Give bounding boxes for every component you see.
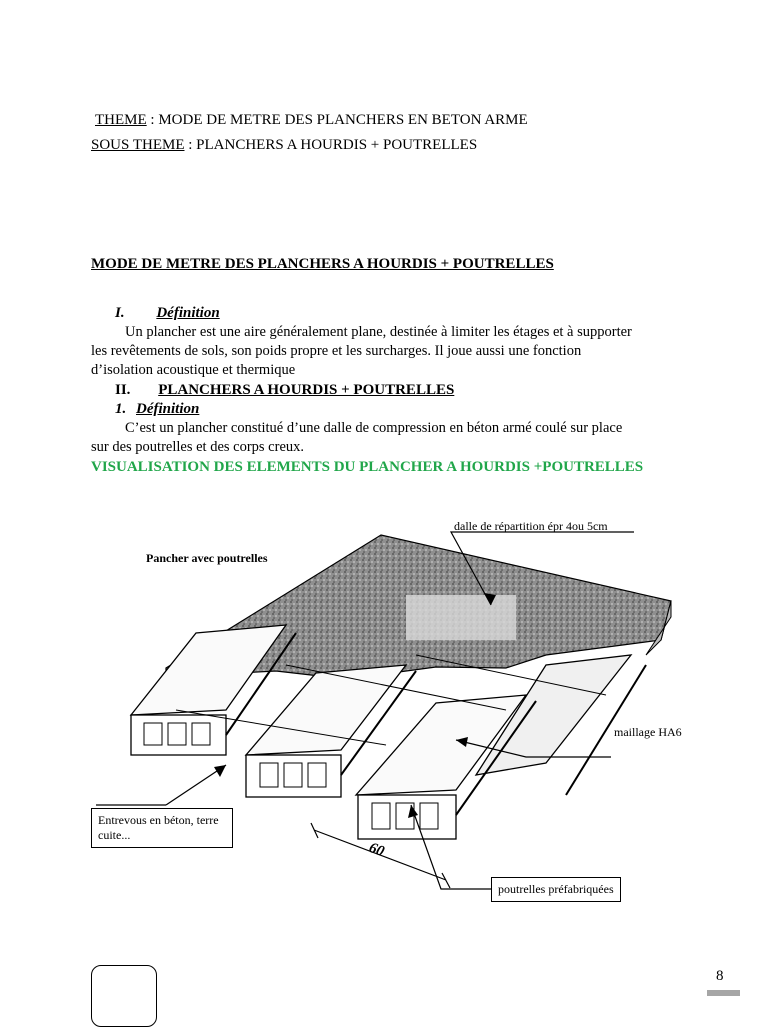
- hollow: [168, 723, 186, 745]
- subtheme-line: [91, 136, 477, 155]
- section1-line-1: Un plancher est une aire généralement plane, destinée à limiter les étages et à supporter: [125, 324, 632, 340]
- label-poutrelles: poutrelles préfabriquées: [491, 877, 621, 902]
- section1-line-3: d’isolation acoustique et thermique: [91, 362, 296, 378]
- figure-caption: Pancher avec poutrelles: [146, 551, 268, 565]
- hollow: [192, 723, 210, 745]
- section2-number: II.: [115, 382, 131, 398]
- page-number: 8: [716, 968, 724, 984]
- hollow: [284, 763, 302, 787]
- section2-title: PLANCHERS A HOURDIS + POUTRELLES: [158, 382, 455, 398]
- page-number-bar: [707, 990, 740, 996]
- section2-paragraph: [91, 419, 691, 457]
- hollow: [308, 763, 326, 787]
- section2-heading: [115, 381, 454, 400]
- section1-heading: [115, 304, 220, 323]
- section1-line-2: les revêtements de sols, son poids propre et les surcharges. Il joue aussi une fonction: [91, 343, 582, 359]
- section2-line-2: sur des poutrelles et des corps creux.: [91, 439, 305, 455]
- section1-title: Définition: [156, 305, 220, 321]
- hollow: [372, 803, 390, 829]
- hollow: [260, 763, 278, 787]
- floor-diagram-drawing: [86, 505, 706, 915]
- front-block-2: [246, 665, 406, 755]
- theme-label: THEME: [95, 112, 147, 128]
- slab-light-patch: [406, 595, 516, 640]
- theme-line: [95, 111, 528, 130]
- main-title: MODE DE METRE DES PLANCHERS A HOURDIS + POUTRELLES: [91, 256, 554, 272]
- arrow-entrevous: [214, 765, 226, 777]
- section2-subheading: [115, 400, 199, 419]
- section1-number: I.: [115, 305, 125, 321]
- section2-sub-title: Définition: [136, 401, 200, 417]
- section2-sub-number: 1.: [115, 401, 127, 417]
- footer-box: [91, 965, 157, 1027]
- section1-paragraph: [91, 323, 691, 380]
- section2-line-1: C’est un plancher constitué d’une dalle de compression en béton armé coulé sur place: [125, 420, 623, 436]
- label-entrevous: Entrevous en béton, terre cuite...: [91, 808, 233, 848]
- dimension-tick-right: [442, 873, 450, 888]
- dimension-value: 60: [366, 839, 387, 861]
- theme-value: : MODE DE METRE DES PLANCHERS EN BETON ARME: [146, 112, 528, 128]
- hollow: [144, 723, 162, 745]
- hollow: [420, 803, 438, 829]
- subtheme-label: SOUS THEME: [91, 137, 185, 153]
- floor-diagram: [86, 505, 706, 915]
- label-dalle: dalle de répartition épr 4ou 5cm: [454, 519, 608, 533]
- visual-title: VISUALISATION DES ELEMENTS DU PLANCHER A HOURDIS +POUTRELLES: [91, 459, 644, 475]
- subtheme-value: : PLANCHERS A HOURDIS + POUTRELLES: [184, 137, 478, 153]
- label-maillage: maillage HA6: [614, 725, 682, 739]
